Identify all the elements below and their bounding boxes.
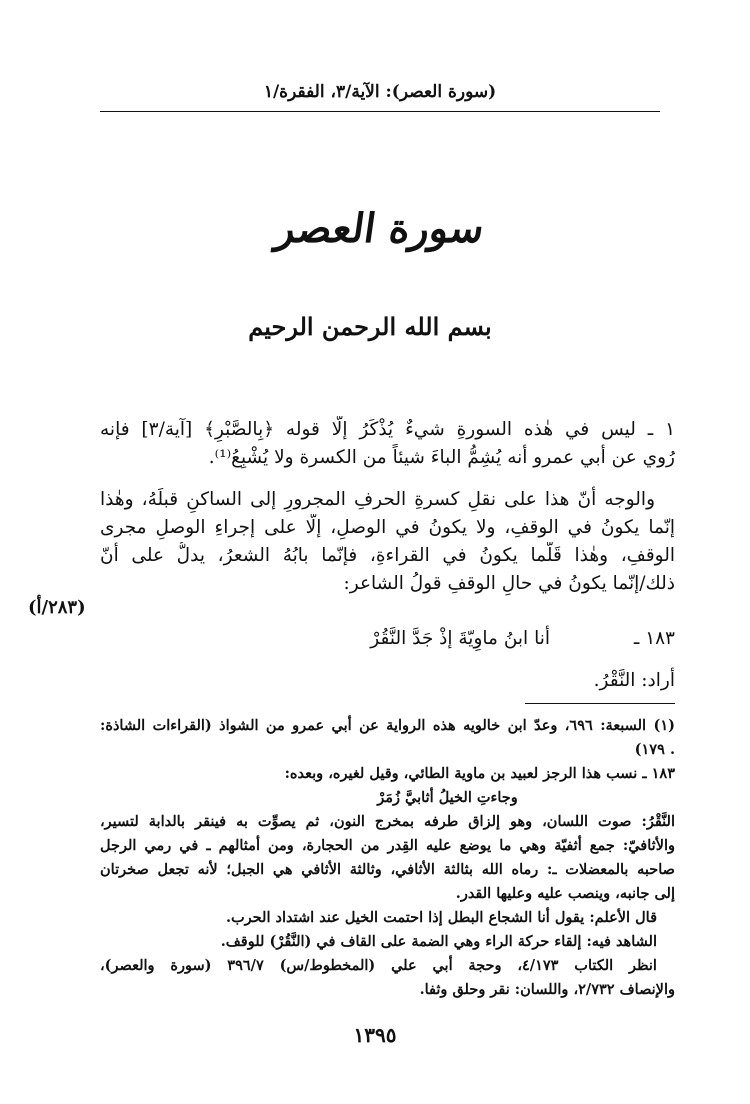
running-head: (سورة العصر): الآية/٣، الفقرة/١ bbox=[263, 82, 497, 102]
verse-number: ١٨٣ ـ bbox=[633, 628, 675, 649]
arad-line: أراد: النَّقْرُ. bbox=[593, 670, 675, 691]
footnote-rule bbox=[525, 703, 675, 704]
footnote-line: قال الأعلم: يقول أنا الشجاع البطل إذا احتمت الخيل عند اشتداد الحرب. bbox=[225, 909, 657, 926]
footnote-line: الشاهد فيه: إلقاء حركة الراء وهي الضمة على القاف في (النَّقُرْ) للوقف. bbox=[220, 933, 657, 950]
footnote-line: النَّقْرُ: صوت اللسان، وهو إلزاق طرفه بمخرج النون، ثم يصوِّت به فينقر بالدابة لتسير، bbox=[100, 813, 675, 830]
basmala: بسم الله الرحمن الرحيم bbox=[248, 312, 492, 341]
body-line: ١ ـ ليس في هٰذه السورةِ شيءٌ يُذْكَرُ إلّا قوله ﴿بِالصَّبْرِ﴾ [آية/٣] فإنه bbox=[100, 419, 675, 440]
verse-text: أنا ابنُ ماوِيّةَ إذْ جَدَّ النَّقُرْ bbox=[370, 628, 550, 649]
footnote-line: ١٨٣ ـ نسب هذا الرجز لعبيد بن ماوية الطائي، وقيل لغيره، وبعده: bbox=[284, 765, 675, 782]
body-line: رُوي عن أبي عمرو أنه يُشِمُّ الباءَ شيئاً من الكسرة ولا يُشْبِعُ⁽¹⁾. bbox=[208, 447, 675, 468]
footnote-line: (١) السبعة: ٦٩٦، وعدّ ابن خالويه هذه الرواية عن أبي عمرو من الشواذ (القراءات الشاذة: bbox=[100, 717, 675, 734]
main-text bbox=[100, 416, 675, 472]
manuscript-folio-note: (٢٨٣/أ) bbox=[28, 597, 86, 618]
body-line: الوقفِ، وهٰذا قَلّما يكونُ في القراءةِ، فإنّما بابُهُ الشعرُ، يدلُّ على أنّ bbox=[100, 545, 675, 566]
footnote-line: صاحبه بالمعضلات ـ: رماه الله بثالثة الأثافي، وثالثة الأثافي هي الجبل؛ لأنه تجعل صخرتان bbox=[100, 861, 675, 878]
body-line: إنّما يكونُ في الوقفِ، ولا يكونُ في الوصلِ، إلّا على إجراءِ الوصلِ مجرى bbox=[100, 517, 675, 538]
surah-title: سورة العصر bbox=[272, 205, 488, 252]
footnote-verse: وجاءتِ الخيلُ أثابيَّ زُمَرْ bbox=[377, 789, 518, 806]
body-line: ذلك/إنّما يكونُ في حالِ الوقفِ قولُ الشاعر: bbox=[343, 573, 675, 594]
footnote-line: انظر الكتاب ٤/١٧٣، وحجة أبي علي (المخطوط/س) ٣٩٦/٧ (سورة والعصر)، bbox=[100, 957, 657, 974]
footnote-line: . ١٧٩) bbox=[634, 741, 675, 758]
page-number: ١٣٩٥ bbox=[353, 1023, 397, 1047]
footnotes bbox=[100, 714, 675, 1002]
header-rule bbox=[100, 111, 660, 112]
footnote-line: والإنصاف ٢/٧٣٢، واللسان: نقر وحلق وثفا. bbox=[419, 981, 675, 998]
body-line: والوجه أنّ هذا على نقلِ كسرةِ الحرفِ المجرورِ إلى الساكنِ قبلَهُ، وهٰذا bbox=[100, 489, 655, 510]
footnote-line: والأثافيّ: جمع أثفيّة وهي ما يوضع عليه القِدر من الحجارة، ومن أمثالهم ـ في رمي الرجل bbox=[100, 837, 675, 854]
footnote-line: إلى جانبه، وينصب عليه وعليها القدر. bbox=[455, 885, 675, 902]
main-text-paragraph bbox=[100, 486, 675, 598]
